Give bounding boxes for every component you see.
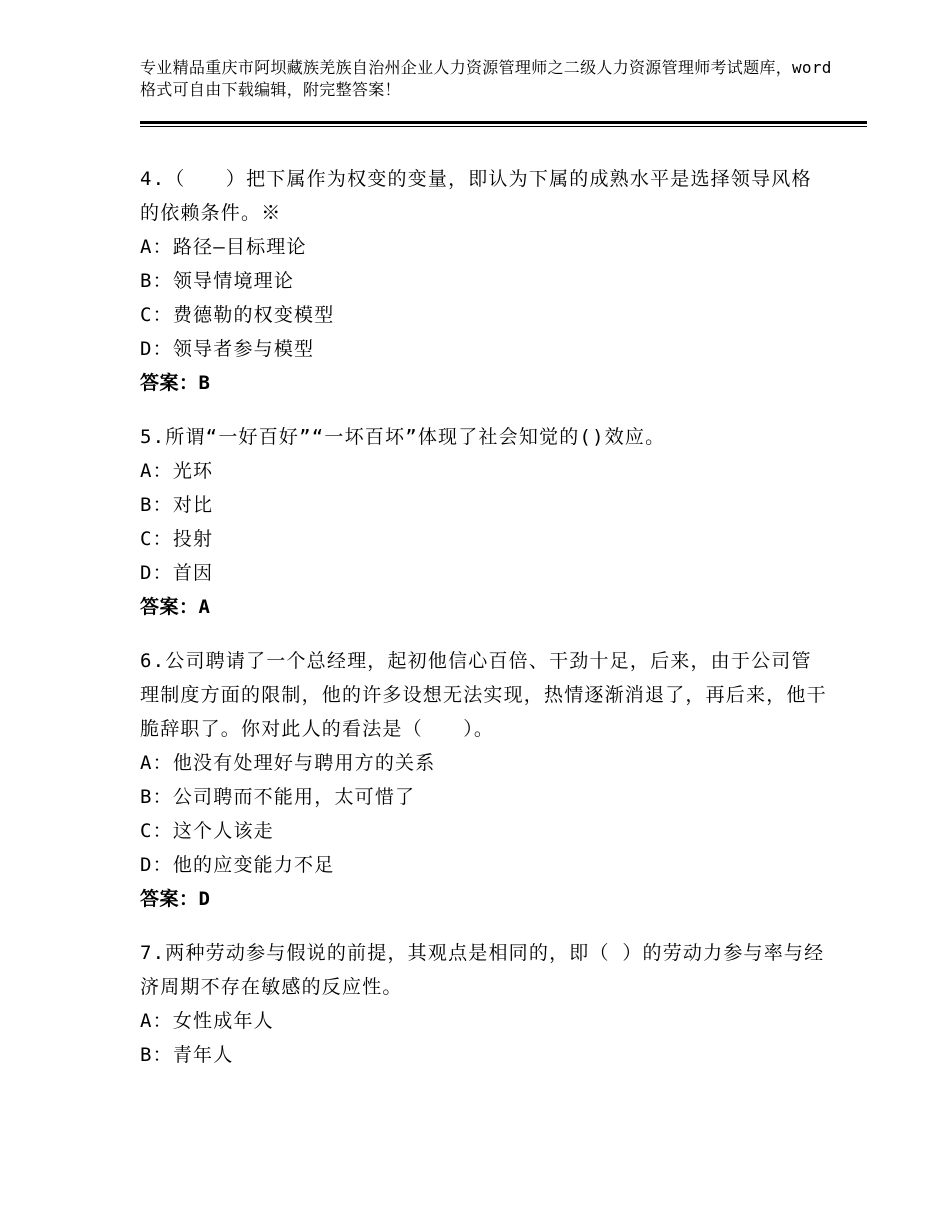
answer: 答案：B bbox=[140, 372, 211, 394]
option-b: B：领导情境理论 bbox=[140, 270, 295, 292]
option-c: C：费德勒的权变模型 bbox=[140, 304, 335, 326]
option-d: D：首因 bbox=[140, 562, 214, 584]
question-6 bbox=[140, 644, 830, 916]
answer: 答案：D bbox=[140, 888, 211, 910]
header-divider-thin bbox=[140, 126, 867, 127]
option-d: D：领导者参与模型 bbox=[140, 338, 315, 360]
header-divider-thick bbox=[140, 121, 867, 124]
question-stem: 7.两种劳动参与假说的前提，其观点是相同的，即（ ）的劳动力参与率与经济周期不存在敏感的反应性。 bbox=[140, 942, 825, 998]
question-4 bbox=[140, 162, 830, 400]
option-d: D：他的应变能力不足 bbox=[140, 854, 335, 876]
option-a: A：女性成年人 bbox=[140, 1010, 274, 1032]
document-header: 专业精品重庆市阿坝藏族羌族自治州企业人力资源管理师之二级人力资源管理师考试题库，word格式可自由下载编辑，附完整答案！ bbox=[140, 58, 832, 99]
question-7 bbox=[140, 936, 830, 1072]
option-c: C：投射 bbox=[140, 528, 214, 550]
option-a: A：他没有处理好与聘用方的关系 bbox=[140, 752, 436, 774]
option-a: A：路径—目标理论 bbox=[140, 236, 307, 258]
option-a: A：光环 bbox=[140, 460, 214, 482]
question-stem: 5.所谓“一好百好”“一坏百坏”体现了社会知觉的()效应。 bbox=[140, 426, 666, 448]
question-list bbox=[140, 162, 830, 1092]
option-c: C：这个人该走 bbox=[140, 820, 274, 842]
question-5 bbox=[140, 420, 830, 624]
option-b: B：对比 bbox=[140, 494, 214, 516]
option-b: B：青年人 bbox=[140, 1044, 234, 1066]
question-stem: 4.（ ）把下属作为权变的变量，即认为下属的成熟水平是选择领导风格的依赖条件。※ bbox=[140, 168, 812, 224]
question-stem: 6.公司聘请了一个总经理，起初他信心百倍、干劲十足，后来，由于公司管理制度方面的限制，他的许多设想无法实现，热情逐渐消退了，再后来，他干脆辞职了。你对此人的看法是（ ）。 bbox=[140, 650, 827, 740]
option-b: B：公司聘而不能用，太可惜了 bbox=[140, 786, 416, 808]
answer: 答案：A bbox=[140, 596, 211, 618]
